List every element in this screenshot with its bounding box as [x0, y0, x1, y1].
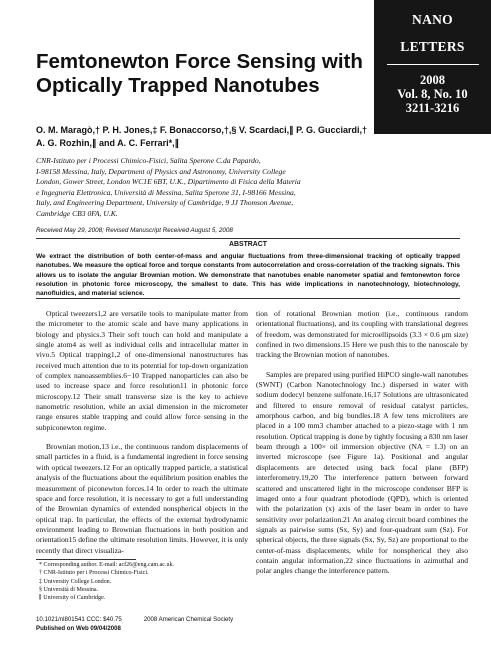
body-paragraph: Brownian motion,13 i.e., the continuous random displacements of small particles in a fluid, is a fundamental ingredient in force sensing with optical tweezers.12 For an optically trapped particle, a statistical analysis of the fluctuations about the equilibrium position enables the measurement of piconewton forces.14 In order to reach the ultimate space and force resolution, it is necessary to get a full understanding of the Brownian dynamics of extended nonspherical objects in the optical trap. In particular, the effects of the external hydrodynamic environment leading to Brownian fluctuations in both position and orientation15 define the ultimate resolution limits. However, it is only recently that direct visualiza- — [36, 442, 248, 555]
journal-volume: Vol. 8, No. 10 — [397, 87, 468, 101]
title-line2: Optically Trapped Nanotubes — [36, 74, 320, 97]
abstract-text: We extract the distribution of both center-of-mass and angular fluctuations from three-dimensional tracking of optically trapped nanotubes. We measure the optical force and torque constants from autocorrelation and cross-correlation of the tracking signals. This allows us to isolate the angular Brownian motion. We demonstrate that nanotubes enable nanometer spatial and femtonewton force resolution in photonic force microscopy, the smallest to date. This has wide implications in nanotechnology, biotechnology, nanofluidics, and material science. — [36, 253, 460, 298]
affiliations — [36, 156, 441, 219]
affiliation-line: Italy, and Engineering Department, University of Cambridge, 9 JJ Thomson Avenue, — [36, 198, 294, 207]
title-line1: Femtonewton Force Sensing with — [36, 50, 363, 73]
footnotes — [36, 561, 248, 602]
footnote: § Università di Messina. — [39, 586, 99, 593]
doi-block — [36, 615, 366, 633]
affiliation-line: e Ingegneria Elettronica, Università di Messina, Salita Sperone 31, I-98166 Messina, — [36, 187, 296, 197]
abstract-heading: ABSTRACT — [229, 241, 267, 248]
journal-name-line1: NANO — [412, 12, 453, 27]
footnote: * Corresponding author. E-mail: acf26@eng.cam.ac.uk. — [39, 562, 175, 568]
body-paragraph: tion of rotational Brownian motion (i.e., continuous random orientational fluctuations), and its coupling with translational degrees of freedom, was demonstrated for microellipsoids (3.3 × 0.6 μm size) confined in two dimensions.15 Here we push this to the nanoscale by tracking the Brownian motion of nanotubes. — [256, 309, 468, 360]
received-dates: Received May 29, 2008; Revised Manuscript Received August 5, 2008 — [36, 227, 233, 234]
journal-name-line2: LETTERS — [400, 39, 465, 54]
footnote-rule — [36, 559, 136, 560]
abstract-top-rule — [36, 238, 460, 239]
affiliation-line: I-98158 Messina, Italy, Department of Physics and Astronomy, University College — [36, 166, 286, 176]
publication-date: Published on Web 09/04/2008 — [36, 625, 121, 632]
copyright: 2008 American Chemical Society — [143, 616, 234, 623]
abstract-bottom-rule — [36, 298, 460, 299]
doi-code: 10.1021/nl801541 CCC: $40.75 — [36, 616, 122, 623]
body-column-right — [256, 309, 468, 577]
authors-line2: A. G. Rozhin,∥ and A. C. Ferrari*,∥ — [36, 137, 180, 148]
footnote: ‡ University College London. — [39, 578, 112, 585]
journal-badge — [374, 0, 491, 134]
body-column-left — [36, 309, 248, 556]
footnote: † CNR-Istituto per i Processi Chimico-Fisici. — [39, 570, 149, 577]
paper-title — [36, 50, 366, 98]
affiliation-line: CNR-Istituto per i Processi Chimico-Fisici, Salita Sperone C.da Papardo, — [36, 156, 261, 165]
body-paragraph: Optical tweezers1,2 are versatile tools to manipulate matter from the micrometer to the atomic scale and have many applications in biology and physics.3 Their soft touch can hold and manipulate a single atom4 as well as individual cells and intracellular matter in vivo.5 Optical trapping1,2 of one-dimensional nanostructures has received much attention due to its potential for top-down organization of complex nanoassemblies.6−10 Trapped nanoparticles can also be used to increase space and force resolution11 in photonic force microscopy.12 Their small transverse size is the key to achieve nanometric resolution, while an axial dimension in the micrometer range ensures stable trapping and could allow force sensing in the subpiconewton regime. — [36, 309, 248, 432]
journal-divider — [387, 64, 479, 65]
authors-line1: O. M. Maragò,† P. H. Jones,‡ F. Bonaccorso,†,§ V. Scardaci,∥ P. G. Gucciardi,† — [36, 125, 367, 135]
affiliation-line: London, Gower Street, London WC1E 6BT, U.K., Dipartimento di Fisica della Materia — [36, 177, 301, 186]
affiliation-line: Cambridge CB3 0FA, U.K. — [36, 208, 118, 218]
body-paragraph: Samples are prepared using purified HiPCO single-wall nanotubes (SWNT) (Carbon Nanotechnology Inc.) dispersed in water with sodium dodecyl benzene sulfonate.16,17 Solutions are ultrasonicated and filtered to ensure removal of residual catalyst particles, amorphous carbon, and big bundles.18 A few tens microliters are placed in a 100 mm3 chamber attached to a piezo-stage with 1 nm resolution. Optical trapping is done by tightly focusing a 830 nm laser beam through a 100× oil immersion objective (NA = 1.3) on an inverted microscope (see Figure 1a). Positional and angular displacements are detected using back focal plane (BFP) interferometry.19,20 The interference pattern between forward scattered and unscattered light in the microscope condenser BFP is imaged onto a four quadrant photodiode (QPD), which is oriented with the polarization (x) axis of the laser beam in order to have sensitivity over polarization.21 An analog circuit board combines the signals as pairwise sums (Sx, Sy) and four-quadrant sum (Sz). For spherical objects, the three signals (Sx, Sy, Sz) are proportional to the center-of-mass displacements, while for nonspherical they also contain angular information,22 since fluctuations in azimuthal and polar angles change the interference pattern. — [256, 369, 468, 576]
journal-pages: 3211-3216 — [405, 101, 460, 115]
footnote: ∥ University of Cambridge. — [39, 595, 106, 602]
journal-year: 2008 — [420, 73, 445, 87]
author-list — [36, 124, 372, 149]
